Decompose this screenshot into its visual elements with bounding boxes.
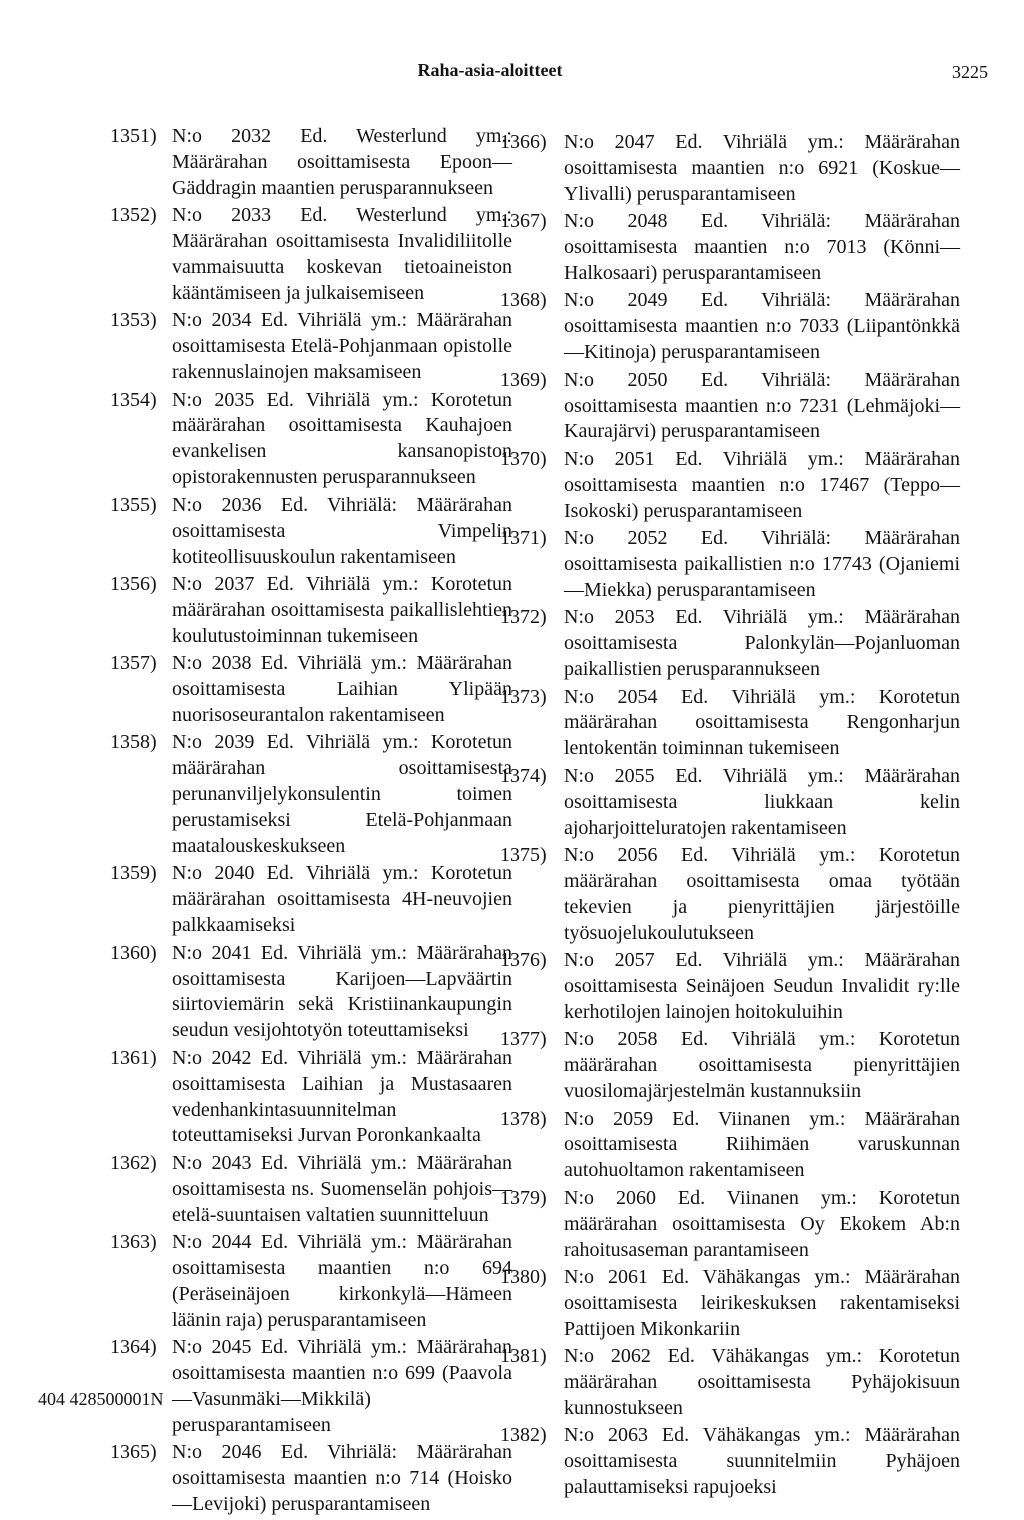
entry-number: 1357)	[110, 652, 157, 675]
list-item	[500, 764, 960, 842]
list-item	[500, 130, 960, 208]
entry-text: N:o 2056 Ed. Vihriälä ym.: Korotetun määrärahan osoittamisesta omaa työtään tekevien ja pienyrittäjien järjestöille työsuojelukoulutukseen	[564, 843, 960, 944]
list-item	[110, 388, 512, 492]
entry-number: 1381)	[500, 1345, 547, 1368]
list-item	[500, 288, 960, 366]
entry-text: N:o 2055 Ed. Vihriälä ym.: Määrärahan osoittamisesta liukkaan kelin ajoharjoitteluratojen rakentamiseen	[564, 764, 960, 839]
entry-text: N:o 2043 Ed. Vihriälä ym.: Määrärahan osoittamisesta ns. Suomenselän pohjois—etelä-suuntaisen valtatien suunnitteluun	[172, 1151, 512, 1226]
entry-number: 1374)	[500, 764, 547, 787]
page-header-title: Raha-asia-aloitteet	[417, 60, 563, 80]
entry-number: 1378)	[500, 1107, 547, 1130]
entry-text: N:o 2050 Ed. Vihriälä: Määrärahan osoittamisesta maantien n:o 7231 (Lehmäjoki—Kaurajärvi) perusparantamiseen	[564, 368, 960, 443]
list-item	[110, 941, 512, 1045]
entry-text: N:o 2053 Ed. Vihriälä ym.: Määrärahan osoittamisesta Palonkylän—Pojanluoman paikallistien perusparannukseen	[564, 606, 960, 681]
list-item	[500, 1107, 960, 1185]
entry-number: 1363)	[110, 1231, 157, 1254]
entry-text: N:o 2052 Ed. Vihriälä: Määrärahan osoittamisesta paikallistien n:o 17743 (Ojaniemi—Miekka) perusparantamiseen	[564, 527, 960, 601]
entry-number: 1373)	[500, 685, 547, 708]
entry-text: N:o 2049 Ed. Vihriälä: Määrärahan osoittamisesta maantien n:o 7033 (Liipantönkkä—Kitinoja) perusparantamiseen	[564, 289, 960, 364]
entry-number: 1367)	[500, 210, 547, 233]
list-item	[500, 209, 960, 287]
list-item	[500, 368, 960, 446]
entry-text: N:o 2057 Ed. Vihriälä ym.: Määrärahan osoittamisesta Seinäjoen Seudun Invalidit ry:lle kerhotilojen lainojen hoitokuluihin	[564, 949, 960, 1023]
entry-text: N:o 2037 Ed. Vihriälä ym.: Korotetun määrärahan osoittamisesta paikallislehtien koulutustoiminnan tukemiseen	[172, 572, 512, 647]
entry-number: 1372)	[500, 606, 547, 629]
list-item	[500, 605, 960, 683]
left-column	[110, 124, 512, 1520]
entry-number: 1366)	[500, 131, 547, 153]
entry-number: 1361)	[110, 1046, 157, 1069]
entry-number: 1355)	[110, 493, 157, 516]
list-item	[500, 843, 960, 947]
entry-number: 1371)	[500, 527, 547, 550]
entry-number: 1353)	[110, 309, 157, 332]
entry-number: 1369)	[500, 368, 547, 391]
entry-text: N:o 2039 Ed. Vihriälä ym.: Korotetun määrärahan osoittamisesta perunanviljelykonsulentin toimen perustamiseksi Etelä-Pohjanmaan maatalouskeskukseen	[172, 731, 512, 857]
entry-number: 1365)	[110, 1441, 157, 1464]
entry-number: 1382)	[500, 1424, 547, 1447]
list-item	[500, 948, 960, 1026]
entry-text: N:o 2051 Ed. Vihriälä ym.: Määrärahan osoittamisesta maantien n:o 17467 (Teppo—Isokoski) perusparantamiseen	[564, 447, 960, 522]
list-item	[500, 1027, 960, 1105]
list-item	[500, 1186, 960, 1264]
entry-number: 1368)	[500, 289, 547, 312]
entry-text: N:o 2041 Ed. Vihriälä ym.: Määrärahan osoittamisesta Karijoen—Lapväärtin siirtoviemärin sekä Kristiinankaupungin seudun vesijohtotyön toteuttamiseksi	[172, 941, 512, 1042]
list-item	[110, 1230, 512, 1334]
entry-number: 1375)	[500, 843, 547, 866]
list-item	[500, 447, 960, 525]
footer-code: 404 428500001N	[38, 1389, 164, 1409]
list-item	[110, 493, 512, 571]
entry-text: N:o 2033 Ed. Westerlund ym.: Määrärahan osoittamisesta Invalidiliitolle vammaisuutta koskevan tietoaineiston kääntämiseen ja julkaisemiseen	[172, 204, 512, 304]
entry-number: 1360)	[110, 941, 157, 964]
entry-number: 1359)	[110, 862, 157, 885]
list-item	[500, 685, 960, 763]
entry-text: N:o 2060 Ed. Viinanen ym.: Korotetun määrärahan osoittamisesta Oy Ekokem Ab:n rahoitusaseman parantamiseen	[564, 1186, 960, 1261]
entry-text: N:o 2040 Ed. Vihriälä ym.: Korotetun määrärahan osoittamisesta 4H-neuvojien palkkaamiseksi	[172, 862, 512, 937]
entry-text: N:o 2036 Ed. Vihriälä: Määrärahan osoittamisesta Vimpelin kotiteollisuuskoulun rakentamiseen	[172, 493, 512, 568]
entry-number: 1379)	[500, 1186, 547, 1209]
entry-text: N:o 2063 Ed. Vähäkangas ym.: Määrärahan osoittamisesta suunnitelmiin Pyhäjoen palauttamiseksi rapujoeksi	[564, 1424, 960, 1499]
entry-text: N:o 2054 Ed. Vihriälä ym.: Korotetun määrärahan osoittamisesta Rengonharjun lentokentän toiminnan tukemiseen	[564, 685, 960, 760]
entry-text: N:o 2034 Ed. Vihriälä ym.: Määrärahan osoittamisesta Etelä-Pohjanmaan opistolle rakennuslainojen maksamiseen	[172, 309, 512, 384]
list-item	[110, 203, 512, 307]
entry-number: 1356)	[110, 572, 157, 595]
entry-number: 1354)	[110, 388, 157, 411]
entry-text: N:o 2062 Ed. Vähäkangas ym.: Korotetun määrärahan osoittamisesta Pyhäjokisuun kunnostukseen	[564, 1345, 960, 1419]
entry-number: 1377)	[500, 1028, 547, 1051]
entry-text: N:o 2047 Ed. Vihriälä ym.: Määrärahan osoittamisesta maantien n:o 6921 (Koskue—Ylivalli) perusparantamiseen	[564, 131, 960, 205]
entry-text: N:o 2044 Ed. Vihriälä ym.: Määrärahan osoittamisesta maantien n:o 694 (Peräseinäjoen kirkonkylä—Hämeen läänin raja) perusparantamiseen	[172, 1231, 512, 1331]
list-item	[500, 1423, 960, 1501]
entry-number: 1352)	[110, 204, 157, 227]
entry-number: 1358)	[110, 731, 157, 754]
list-item	[110, 308, 512, 386]
entry-text: N:o 2058 Ed. Vihriälä ym.: Korotetun määrärahan osoittamisesta pienyrittäjien vuosilomajärjestelmän kustannuksiin	[564, 1028, 960, 1103]
entry-number: 1380)	[500, 1265, 547, 1288]
entry-text: N:o 2048 Ed. Vihriälä: Määrärahan osoittamisesta maantien n:o 7013 (Könni—Halkosaari) perusparantamiseen	[564, 210, 960, 285]
entry-number: 1364)	[110, 1336, 157, 1359]
entry-text: N:o 2035 Ed. Vihriälä ym.: Korotetun määrärahan osoittamisesta Kauhajoen evankelisen kansanopiston opistorakennusten perusparannukseen	[172, 388, 512, 489]
entry-text: N:o 2038 Ed. Vihriälä ym.: Määrärahan osoittamisesta Laihian Ylipään nuorisoseurantalon rakentamiseen	[172, 652, 512, 726]
entry-text: N:o 2045 Ed. Vihriälä ym.: Määrärahan osoittamisesta maantien n:o 699 (Paavola—Vasunmäki—Mikkilä) perusparantamiseen	[172, 1336, 512, 1436]
entry-number: 1376)	[500, 949, 547, 972]
entry-text: N:o 2059 Ed. Viinanen ym.: Määrärahan osoittamisesta Riihimäen varuskunnan autohuoltamon rakentamiseen	[564, 1107, 960, 1182]
entry-number: 1370)	[500, 447, 547, 470]
list-item	[110, 730, 512, 860]
list-item	[110, 651, 512, 729]
list-item	[110, 1440, 512, 1518]
list-item	[110, 1151, 512, 1229]
entry-text: N:o 2042 Ed. Vihriälä ym.: Määrärahan osoittamisesta Laihian ja Mustasaaren vedenhankintasuunnitelman toteuttamiseksi Jurvan Poronkankaalta	[172, 1046, 512, 1147]
list-item	[110, 124, 512, 202]
list-item	[110, 1335, 512, 1439]
right-column	[500, 130, 960, 1503]
list-item	[500, 1344, 960, 1422]
entry-text: N:o 2061 Ed. Vähäkangas ym.: Määrärahan osoittamisesta leirikeskuksen rakentamiseksi Pattijoen Mikonkariin	[564, 1265, 960, 1340]
list-item	[500, 526, 960, 604]
entry-text: N:o 2032 Ed. Westerlund ym.: Määrärahan osoittamisesta Epoon—Gäddragin maantien perusparannukseen	[172, 125, 512, 199]
page-number: 3225	[952, 62, 988, 82]
list-item	[500, 1265, 960, 1343]
entry-number: 1362)	[110, 1151, 157, 1174]
list-item	[110, 1046, 512, 1150]
entry-text: N:o 2046 Ed. Vihriälä: Määrärahan osoittamisesta maantien n:o 714 (Hoisko—Levijoki) perusparantamiseen	[172, 1441, 512, 1516]
entry-number: 1351)	[110, 125, 157, 147]
list-item	[110, 861, 512, 939]
list-item	[110, 572, 512, 650]
